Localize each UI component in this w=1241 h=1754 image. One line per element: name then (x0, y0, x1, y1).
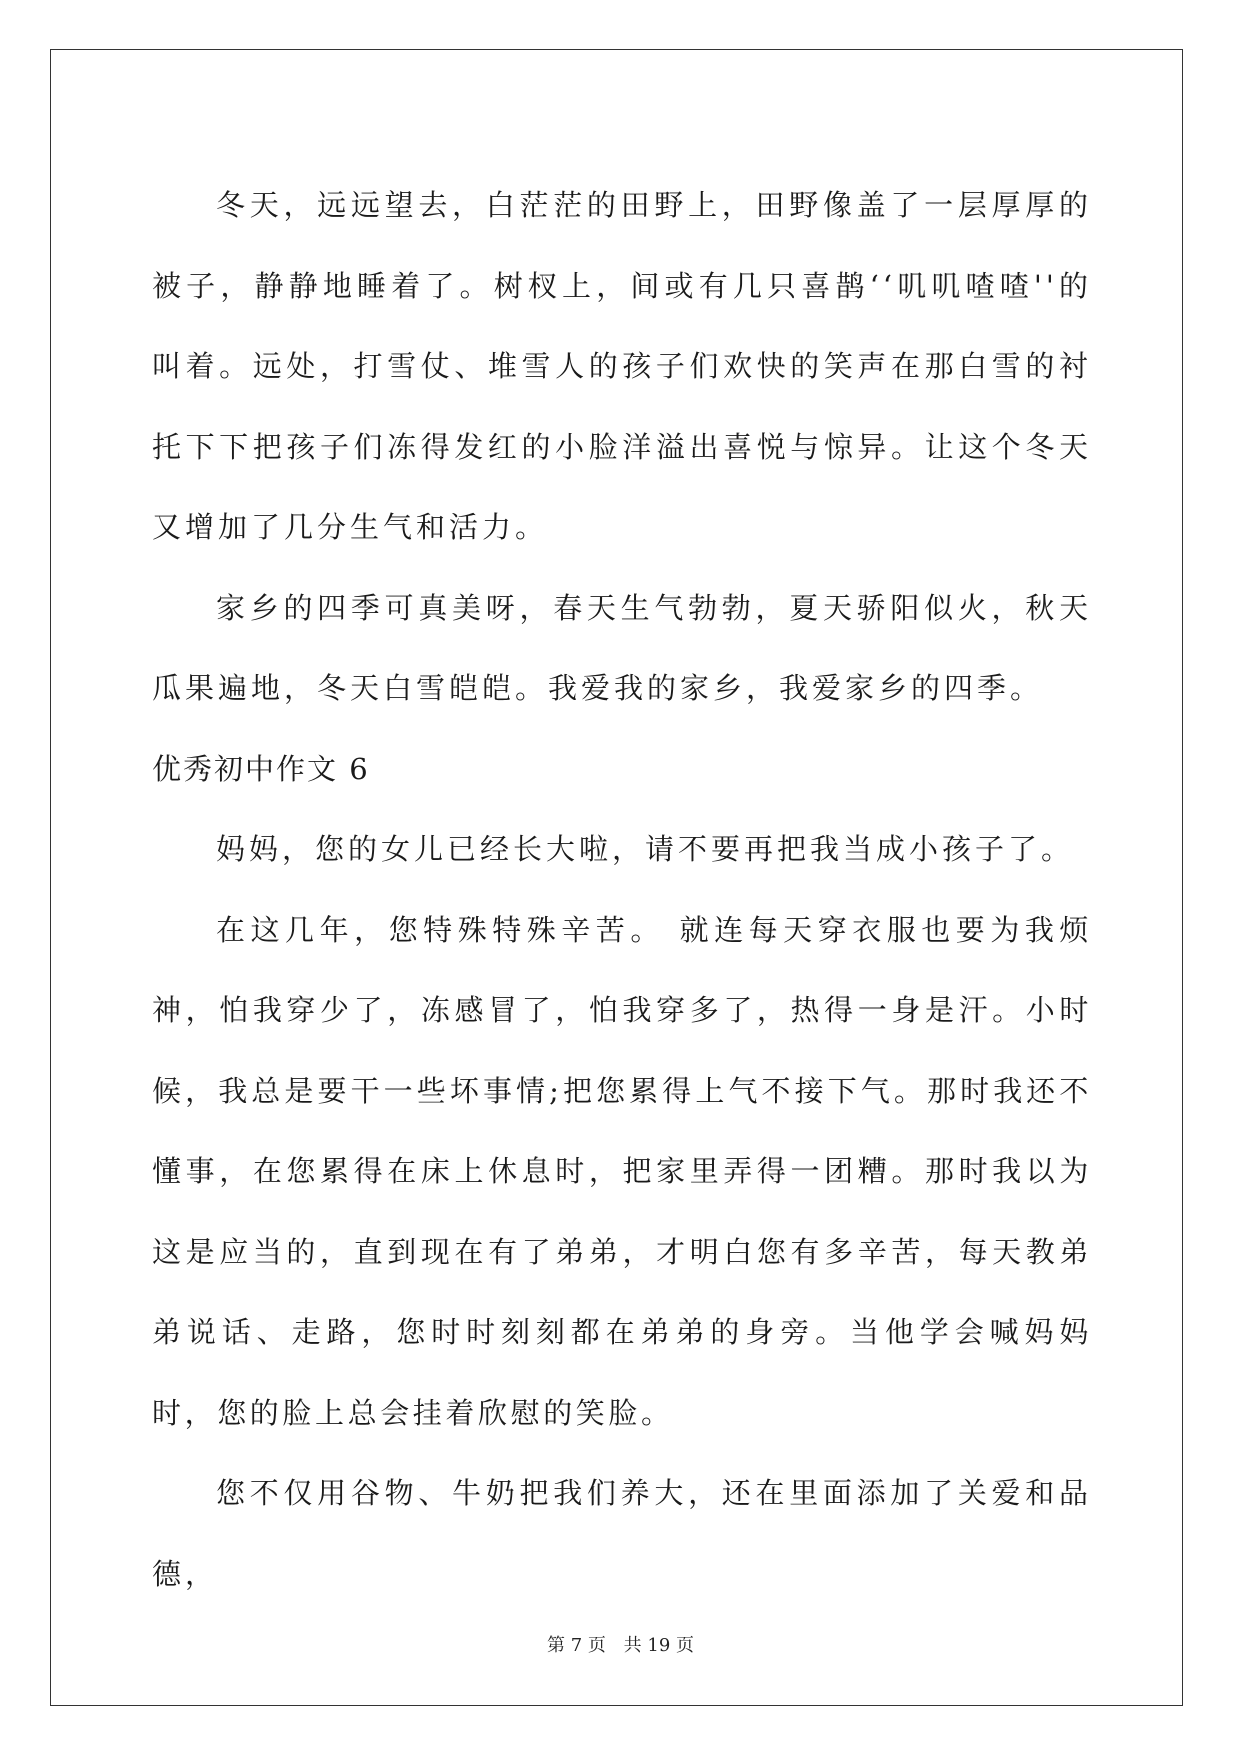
paragraph-mom-hardwork: 在这几年，您特殊特殊辛苦。 就连每天穿衣服也要为我烦神，怕我穿少了，冻感冒了，怕我穿多了，热得一身是汗。小时候，我总是要干一些坏事情;把您累得上气不接下气。那时我还不懂事，在您累得在床上休息时，把家里弄得一团糟。那时我以为这是应当的，直到现在有了弟弟，才明白您有多辛苦，每天教弟弟说话、走路，您时时刻刻都在弟弟的身旁。当他学会喊妈妈时，您的脸上总会挂着欣慰的笑脸。 (152, 912, 1092, 1430)
paragraph-winter: 冬天，远远望去，白茫茫的田野上，田野像盖了一层厚厚的被子，静静地睡着了。树杈上，间或有几只喜鹊‘‘叽叽喳喳''的叫着。远处，打雪仗、堆雪人的孩子们欢快的笑声在那白雪的衬托下下把孩子们冻得发红的小脸洋溢出喜悦与惊异。让这个冬天又增加了几分生气和活力。 (152, 188, 1092, 544)
paragraph-mom-intro: 妈妈，您的女儿已经长大啦，请不要再把我当成小孩子了。 (216, 832, 1075, 866)
page-total: 共 19 页 (623, 1635, 694, 1656)
paragraph-four-seasons: 家乡的四季可真美呀，春天生气勃勃，夏天骄阳似火，秋天瓜果遍地，冬天白雪皑皑。我爱我的家乡，我爱家乡的四季。 (152, 590, 1092, 705)
document-body (152, 165, 1092, 1614)
page-footer (0, 1631, 1241, 1657)
essay-heading: 优秀初中作文 6 (152, 751, 370, 786)
page-number: 第 7 页 (547, 1635, 606, 1656)
paragraph-mom-care: 您不仅用谷物、牛奶把我们养大，还在里面添加了关爱和品德， (152, 1476, 1092, 1591)
